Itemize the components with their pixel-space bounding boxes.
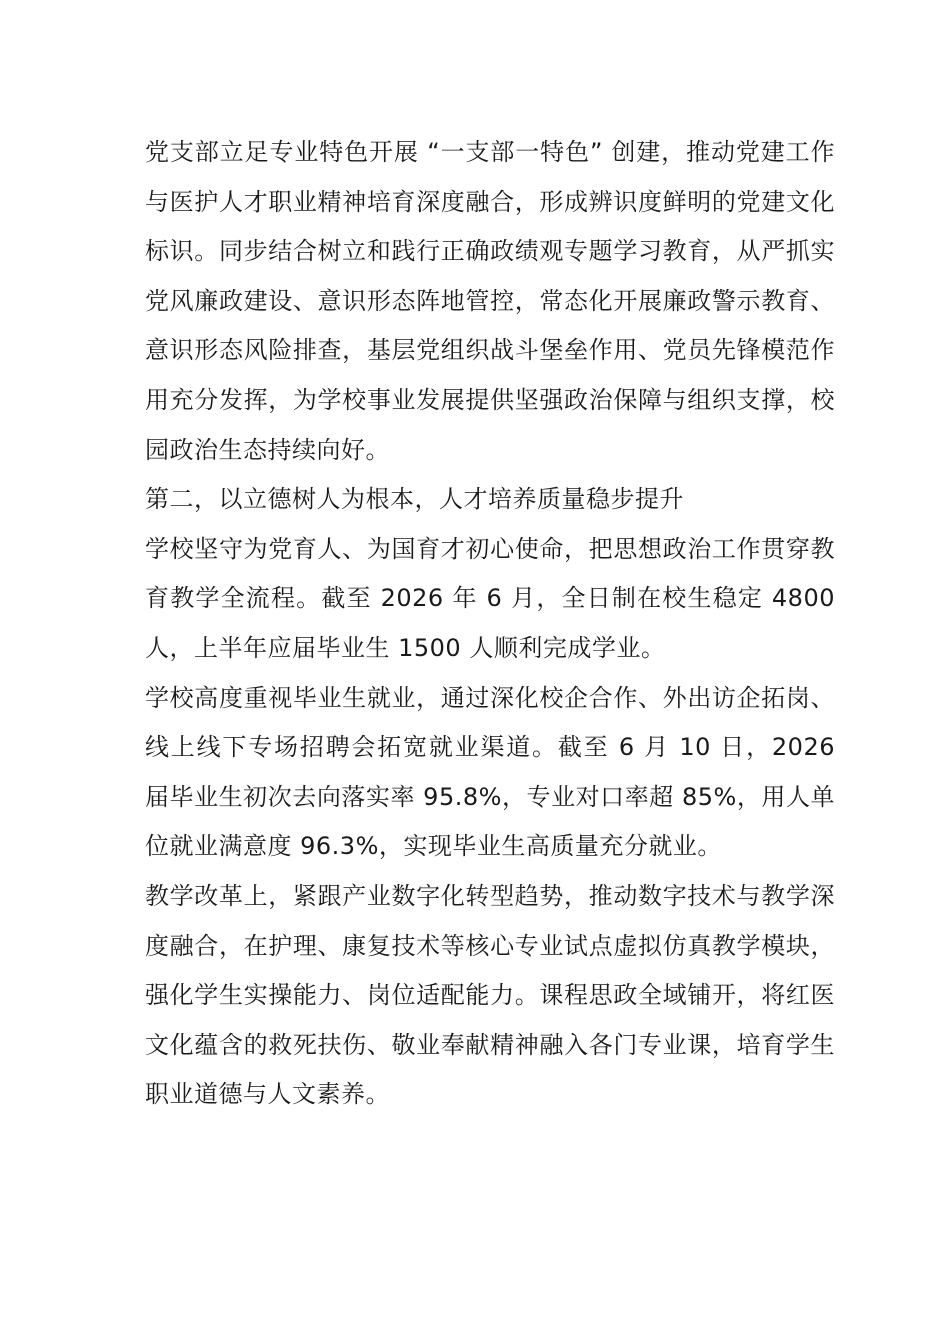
paragraph-party-building: 党支部立足专业特色开展 “一支部一特色” 创建，推动党建工作与医护人才职业精神培育深度融合，形成辨识度鲜明的党建文化标识。同步结合树立和践行正确政绩观专题学习教育，从严抓实党风廉政建设、意识形态阵地管控，常态化开展廉政警示教育、意识形态风险排查，基层党组织战斗堡垒作用、党员先锋模范作用充分发挥，为学校事业发展提供坚强政治保障与组织支撑，校园政治生态持续向好。 [145,138,835,464]
document-body [145,128,835,1120]
paragraph-employment: 学校高度重视毕业生就业，通过深化校企合作、外出访企拓岗、线上线下专场招聘会拓宽就业渠道。截至 6 月 10 日，2026 届毕业生初次去向落实率 95.8%，专业对口率超 85%，用人单位就业满意度 96.3%，实现毕业生高质量充分就业。 [145,683,835,861]
paragraph-teaching-reform: 教学改革上，紧跟产业数字化转型趋势，推动数字技术与教学深度融合，在护理、康复技术等核心专业试点虚拟仿真教学模块，强化学生实操能力、岗位适配能力。课程思政全域铺开，将红医文化蕴含的救死扶伤、敬业奉献精神融入各门专业课，培育学生职业道德与人文素养。 [145,881,835,1109]
section-heading: 第二，以立德树人为根本，人才培养质量稳步提升 [145,485,684,514]
paragraph-enrollment: 学校坚守为党育人、为国育才初心使命，把思想政治工作贯穿教育教学全流程。截至 2026 年 6 月，全日制在校生稳定 4800 人，上半年应届毕业生 1500 人顺利完成学业。 [145,534,835,662]
